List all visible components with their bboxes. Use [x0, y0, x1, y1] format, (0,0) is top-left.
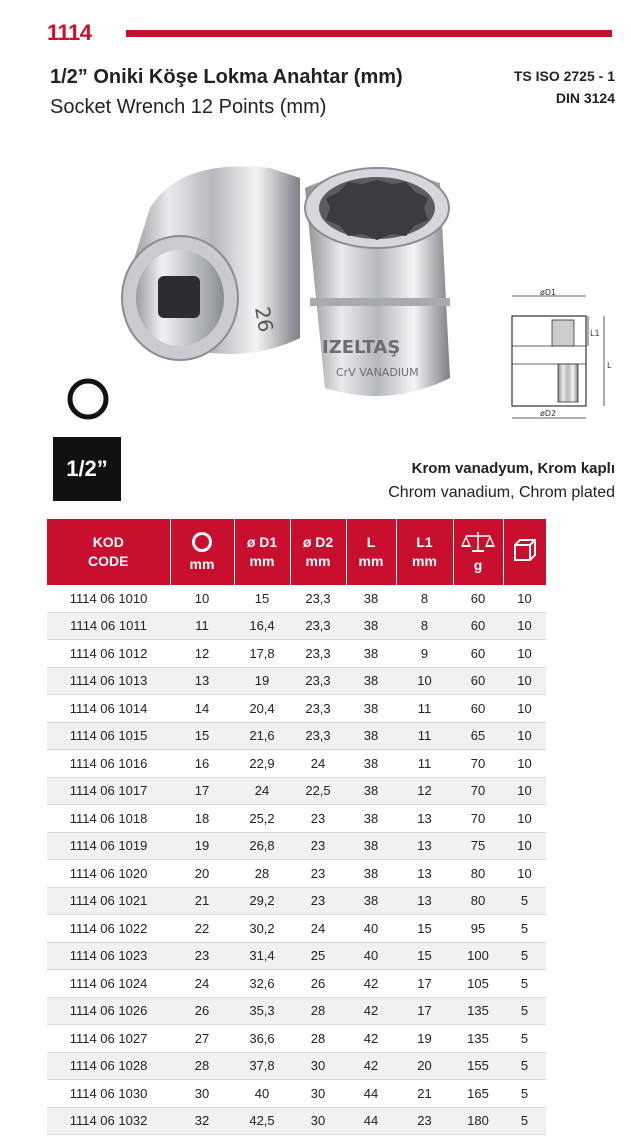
cell-package: 5 [503, 1080, 546, 1108]
cell-d1: 35,3 [234, 997, 290, 1025]
cell-weight: 80 [453, 860, 503, 888]
table-row [47, 667, 546, 695]
socket-product-image [110, 148, 490, 428]
cell-l: 38 [346, 612, 396, 640]
cell-code: 1114 06 1015 [47, 722, 170, 750]
cell-d2: 24 [290, 750, 346, 778]
cell-code: 1114 06 1027 [47, 1025, 170, 1053]
cell-weight: 70 [453, 777, 503, 805]
cell-size: 23 [170, 942, 234, 970]
cell-code: 1114 06 1017 [47, 777, 170, 805]
cell-d1: 32,6 [234, 970, 290, 998]
cell-weight: 180 [453, 1107, 503, 1135]
cell-l1: 11 [396, 750, 453, 778]
cell-l: 44 [346, 1107, 396, 1135]
cell-l: 38 [346, 667, 396, 695]
cell-package: 5 [503, 887, 546, 915]
cell-d1: 28 [234, 860, 290, 888]
cell-size: 24 [170, 970, 234, 998]
standard-din: DIN 3124 [555, 90, 615, 106]
cell-size: 20 [170, 860, 234, 888]
cell-d2: 22,5 [290, 777, 346, 805]
cell-size: 15 [170, 722, 234, 750]
cell-l1: 13 [396, 805, 453, 833]
cell-l: 38 [346, 695, 396, 723]
table-row [47, 750, 546, 778]
header-l1 [396, 519, 453, 585]
table-row [47, 1107, 546, 1135]
header-l1-unit: mm [412, 553, 437, 569]
spec-table [47, 519, 546, 1135]
product-code: 1114 [47, 20, 92, 45]
cell-l: 42 [346, 970, 396, 998]
cell-weight: 60 [453, 695, 503, 723]
header-code-tr: KOD [92, 534, 124, 550]
cell-d1: 40 [234, 1080, 290, 1108]
cell-d1: 30,2 [234, 915, 290, 943]
cell-code: 1114 06 1030 [47, 1080, 170, 1108]
cell-d2: 23,3 [290, 722, 346, 750]
cell-package: 5 [503, 997, 546, 1025]
cell-l: 42 [346, 1052, 396, 1080]
cell-size: 30 [170, 1080, 234, 1108]
cell-d1: 26,8 [234, 832, 290, 860]
table-row [47, 805, 546, 833]
header-l1-label: L1 [416, 534, 433, 550]
label-l: L [607, 361, 612, 370]
cell-l: 42 [346, 1025, 396, 1053]
cell-l: 38 [346, 640, 396, 668]
header-d2-unit: mm [305, 553, 331, 569]
header-d2-label: ø D2 [302, 534, 334, 550]
cell-l: 38 [346, 722, 396, 750]
cell-l1: 11 [396, 695, 453, 723]
cell-d2: 30 [290, 1052, 346, 1080]
table-row [47, 915, 546, 943]
cell-weight: 60 [453, 585, 503, 612]
title-english: Socket Wrench 12 Points (mm) [50, 96, 327, 118]
table-header-row [47, 519, 546, 585]
cell-l1: 20 [396, 1052, 453, 1080]
cell-weight: 60 [453, 612, 503, 640]
cell-package: 5 [503, 1025, 546, 1053]
svg-text:IZELTAŞ: IZELTAŞ [322, 337, 401, 358]
cell-l1: 11 [396, 722, 453, 750]
header-l-label: L [366, 534, 376, 550]
table-row [47, 777, 546, 805]
cell-weight: 80 [453, 887, 503, 915]
cell-l: 38 [346, 805, 396, 833]
cell-package: 10 [503, 585, 546, 612]
svg-text:26: 26 [250, 304, 279, 334]
cell-weight: 60 [453, 640, 503, 668]
cell-d1: 25,2 [234, 805, 290, 833]
header-d1-label: ø D1 [246, 534, 278, 550]
table-row [47, 970, 546, 998]
package-box-icon [512, 538, 538, 562]
cell-l: 44 [346, 1080, 396, 1108]
table-row [47, 1080, 546, 1108]
cell-size: 14 [170, 695, 234, 723]
cell-d2: 23 [290, 832, 346, 860]
cell-weight: 95 [453, 915, 503, 943]
cell-d2: 23,3 [290, 640, 346, 668]
cell-package: 10 [503, 750, 546, 778]
cell-l1: 23 [396, 1107, 453, 1135]
cell-d1: 21,6 [234, 722, 290, 750]
cell-d2: 25 [290, 942, 346, 970]
cell-weight: 70 [453, 805, 503, 833]
header-size [170, 519, 234, 585]
cell-code: 1114 06 1018 [47, 805, 170, 833]
cell-weight: 70 [453, 750, 503, 778]
cell-size: 26 [170, 997, 234, 1025]
cell-l: 38 [346, 585, 396, 612]
header-weight-unit: g [473, 556, 483, 573]
cell-l: 38 [346, 777, 396, 805]
cell-package: 5 [503, 1052, 546, 1080]
cell-l1: 10 [396, 667, 453, 695]
cell-size: 17 [170, 777, 234, 805]
label-d2: øD2 [540, 409, 557, 418]
material-english: Chrom vanadium, Chrom plated [388, 484, 615, 501]
cell-d2: 23,3 [290, 585, 346, 612]
table-row [47, 887, 546, 915]
cell-weight: 65 [453, 722, 503, 750]
cell-weight: 75 [453, 832, 503, 860]
cell-d1: 19 [234, 667, 290, 695]
cell-size: 13 [170, 667, 234, 695]
label-l1: L1 [590, 329, 600, 338]
cell-package: 5 [503, 970, 546, 998]
cell-code: 1114 06 1024 [47, 970, 170, 998]
cell-l1: 21 [396, 1080, 453, 1108]
material-turkish: Krom vanadyum, Krom kaplı [411, 460, 615, 477]
cell-l: 38 [346, 750, 396, 778]
table-row [47, 832, 546, 860]
table-row [47, 942, 546, 970]
cell-code: 1114 06 1014 [47, 695, 170, 723]
header-d1 [234, 519, 290, 585]
svg-text:CrV VANADIUM: CrV VANADIUM [336, 366, 419, 379]
header-code-en: CODE [88, 553, 129, 569]
cell-l1: 17 [396, 970, 453, 998]
table-row [47, 1025, 546, 1053]
cell-code: 1114 06 1023 [47, 942, 170, 970]
cell-d1: 16,4 [234, 612, 290, 640]
cell-weight: 135 [453, 997, 503, 1025]
cell-l: 38 [346, 860, 396, 888]
cell-d2: 24 [290, 915, 346, 943]
cell-d1: 20,4 [234, 695, 290, 723]
cell-code: 1114 06 1010 [47, 585, 170, 612]
cell-size: 32 [170, 1107, 234, 1135]
cell-code: 1114 06 1020 [47, 860, 170, 888]
cell-code: 1114 06 1011 [47, 612, 170, 640]
cell-code: 1114 06 1026 [47, 997, 170, 1025]
cell-package: 10 [503, 667, 546, 695]
cell-package: 5 [503, 1107, 546, 1135]
cell-size: 10 [170, 585, 234, 612]
cell-code: 1114 06 1022 [47, 915, 170, 943]
dimension-drawing [500, 288, 620, 428]
cell-d1: 36,6 [234, 1025, 290, 1053]
cell-d1: 31,4 [234, 942, 290, 970]
cell-d1: 29,2 [234, 887, 290, 915]
cell-l: 42 [346, 997, 396, 1025]
header-weight [453, 519, 503, 585]
cell-size: 19 [170, 832, 234, 860]
title-turkish: 1/2” Oniki Köşe Lokma Anahtar (mm) [50, 66, 403, 88]
cell-code: 1114 06 1021 [47, 887, 170, 915]
cell-weight: 165 [453, 1080, 503, 1108]
drive-size-badge: 1/2” [53, 437, 121, 501]
cell-size: 21 [170, 887, 234, 915]
cell-weight: 135 [453, 1025, 503, 1053]
table-row [47, 585, 546, 612]
cell-d2: 23 [290, 805, 346, 833]
cell-l1: 13 [396, 832, 453, 860]
cell-d2: 23 [290, 887, 346, 915]
cell-weight: 105 [453, 970, 503, 998]
cell-l: 38 [346, 832, 396, 860]
cell-d2: 28 [290, 997, 346, 1025]
cell-weight: 155 [453, 1052, 503, 1080]
header-d2 [290, 519, 346, 585]
cell-package: 10 [503, 722, 546, 750]
socket-size-icon [190, 531, 214, 553]
cell-size: 27 [170, 1025, 234, 1053]
cell-l1: 15 [396, 915, 453, 943]
header-rule [126, 30, 612, 37]
table-row [47, 997, 546, 1025]
table-row [47, 695, 546, 723]
header-d1-unit: mm [249, 553, 275, 569]
table-row [47, 640, 546, 668]
cell-d1: 37,8 [234, 1052, 290, 1080]
cell-d2: 26 [290, 970, 346, 998]
table-row [47, 1052, 546, 1080]
table-row [47, 860, 546, 888]
cell-d2: 30 [290, 1080, 346, 1108]
cell-l: 38 [346, 887, 396, 915]
cell-size: 11 [170, 612, 234, 640]
cell-l: 40 [346, 915, 396, 943]
cell-code: 1114 06 1012 [47, 640, 170, 668]
cell-l: 40 [346, 942, 396, 970]
cell-package: 10 [503, 612, 546, 640]
twelve-point-icon [60, 376, 116, 422]
cell-package: 5 [503, 915, 546, 943]
cell-size: 16 [170, 750, 234, 778]
cell-d2: 23 [290, 860, 346, 888]
header-size-unit: mm [189, 555, 215, 572]
cell-code: 1114 06 1013 [47, 667, 170, 695]
cell-code: 1114 06 1016 [47, 750, 170, 778]
cell-l1: 9 [396, 640, 453, 668]
cell-code: 1114 06 1028 [47, 1052, 170, 1080]
cell-d1: 22,9 [234, 750, 290, 778]
table-row [47, 722, 546, 750]
cell-l1: 19 [396, 1025, 453, 1053]
cell-package: 10 [503, 805, 546, 833]
header-l [346, 519, 396, 585]
table-row [47, 612, 546, 640]
cell-l1: 8 [396, 612, 453, 640]
cell-d1: 15 [234, 585, 290, 612]
cell-package: 10 [503, 860, 546, 888]
cell-l1: 13 [396, 860, 453, 888]
cell-l1: 13 [396, 887, 453, 915]
cell-l1: 12 [396, 777, 453, 805]
cell-l1: 17 [396, 997, 453, 1025]
cell-l1: 15 [396, 942, 453, 970]
cell-size: 12 [170, 640, 234, 668]
cell-d1: 17,8 [234, 640, 290, 668]
cell-weight: 100 [453, 942, 503, 970]
cell-d2: 23,3 [290, 695, 346, 723]
scale-icon [461, 530, 495, 554]
header-code [47, 519, 170, 585]
cell-package: 10 [503, 640, 546, 668]
cell-code: 1114 06 1019 [47, 832, 170, 860]
standard-iso: TS ISO 2725 - 1 [513, 68, 615, 84]
cell-d2: 23,3 [290, 667, 346, 695]
cell-package: 10 [503, 777, 546, 805]
cell-size: 18 [170, 805, 234, 833]
cell-d2: 28 [290, 1025, 346, 1053]
header-package [503, 519, 546, 585]
cell-package: 10 [503, 695, 546, 723]
cell-d2: 30 [290, 1107, 346, 1135]
cell-size: 28 [170, 1052, 234, 1080]
cell-l1: 8 [396, 585, 453, 612]
cell-d2: 23,3 [290, 612, 346, 640]
cell-d1: 24 [234, 777, 290, 805]
cell-size: 22 [170, 915, 234, 943]
cell-code: 1114 06 1032 [47, 1107, 170, 1135]
label-d1: øD1 [540, 288, 557, 297]
cell-d1: 42,5 [234, 1107, 290, 1135]
cell-package: 10 [503, 832, 546, 860]
cell-package: 5 [503, 942, 546, 970]
header-l-unit: mm [358, 553, 384, 569]
cell-weight: 60 [453, 667, 503, 695]
